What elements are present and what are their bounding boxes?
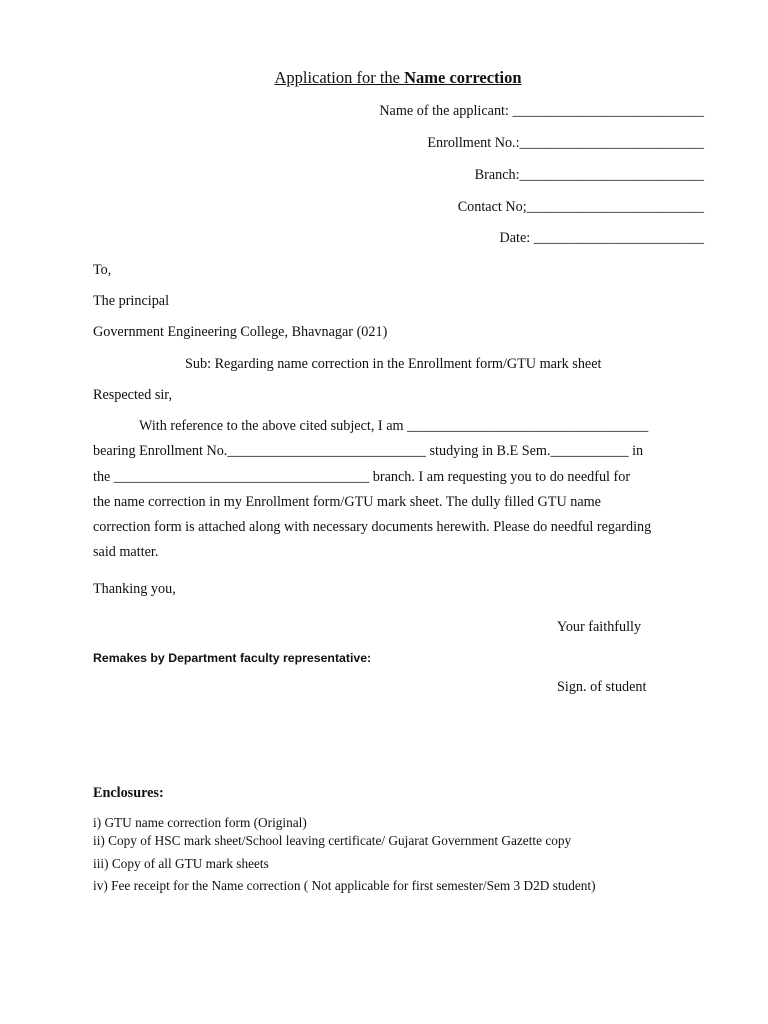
title-bold: Name correction	[404, 68, 522, 87]
body-line-5: correction form is attached along with necessary documents herewith. Please do needful regarding	[93, 519, 652, 535]
document-title	[0, 68, 768, 88]
closing-line: Your faithfully	[557, 619, 642, 635]
field-applicant-name: Name of the applicant: ___________________________	[379, 103, 704, 119]
body-line-1: With reference to the above cited subject, I am __________________________________	[139, 418, 649, 434]
body-line-2: bearing Enrollment No.____________________________ studying in B.E Sem.___________ in	[93, 443, 644, 459]
address-college: Government Engineering College, Bhavnagar (021)	[93, 324, 388, 340]
thanking-line: Thanking you,	[93, 581, 176, 597]
field-contact-no: Contact No;_________________________	[457, 199, 704, 215]
subject-line: Sub: Regarding name correction in the Enrollment form/GTU mark sheet	[185, 356, 602, 372]
enclosure-item: iv) Fee receipt for the Name correction ( Not applicable for first semester/Sem 3 D2D student)	[93, 878, 596, 893]
body-line-6: said matter.	[93, 544, 159, 560]
signature-label: Sign. of student	[557, 679, 647, 695]
address-to: To,	[93, 262, 112, 278]
enclosures-heading: Enclosures:	[93, 785, 164, 801]
body-line-3: the ____________________________________ branch. I am requesting you to do needful for	[93, 469, 631, 485]
remarks-label: Remakes by Department faculty representative:	[93, 651, 372, 665]
enclosure-item: i) GTU name correction form (Original)	[93, 815, 307, 830]
enclosure-item: iii) Copy of all GTU mark sheets	[93, 856, 269, 871]
field-enrollment-no: Enrollment No.:__________________________	[427, 135, 704, 151]
salutation: Respected sir,	[93, 387, 173, 403]
field-branch: Branch:__________________________	[474, 167, 704, 183]
enclosure-item: ii) Copy of HSC mark sheet/School leaving certificate/ Gujarat Government Gazette copy	[93, 833, 572, 848]
field-date: Date: ________________________	[499, 230, 704, 246]
address-principal: The principal	[93, 293, 170, 309]
body-line-4: the name correction in my Enrollment form/GTU mark sheet. The dully filled GTU name	[93, 494, 601, 510]
title-prefix: Application for the	[274, 68, 405, 87]
